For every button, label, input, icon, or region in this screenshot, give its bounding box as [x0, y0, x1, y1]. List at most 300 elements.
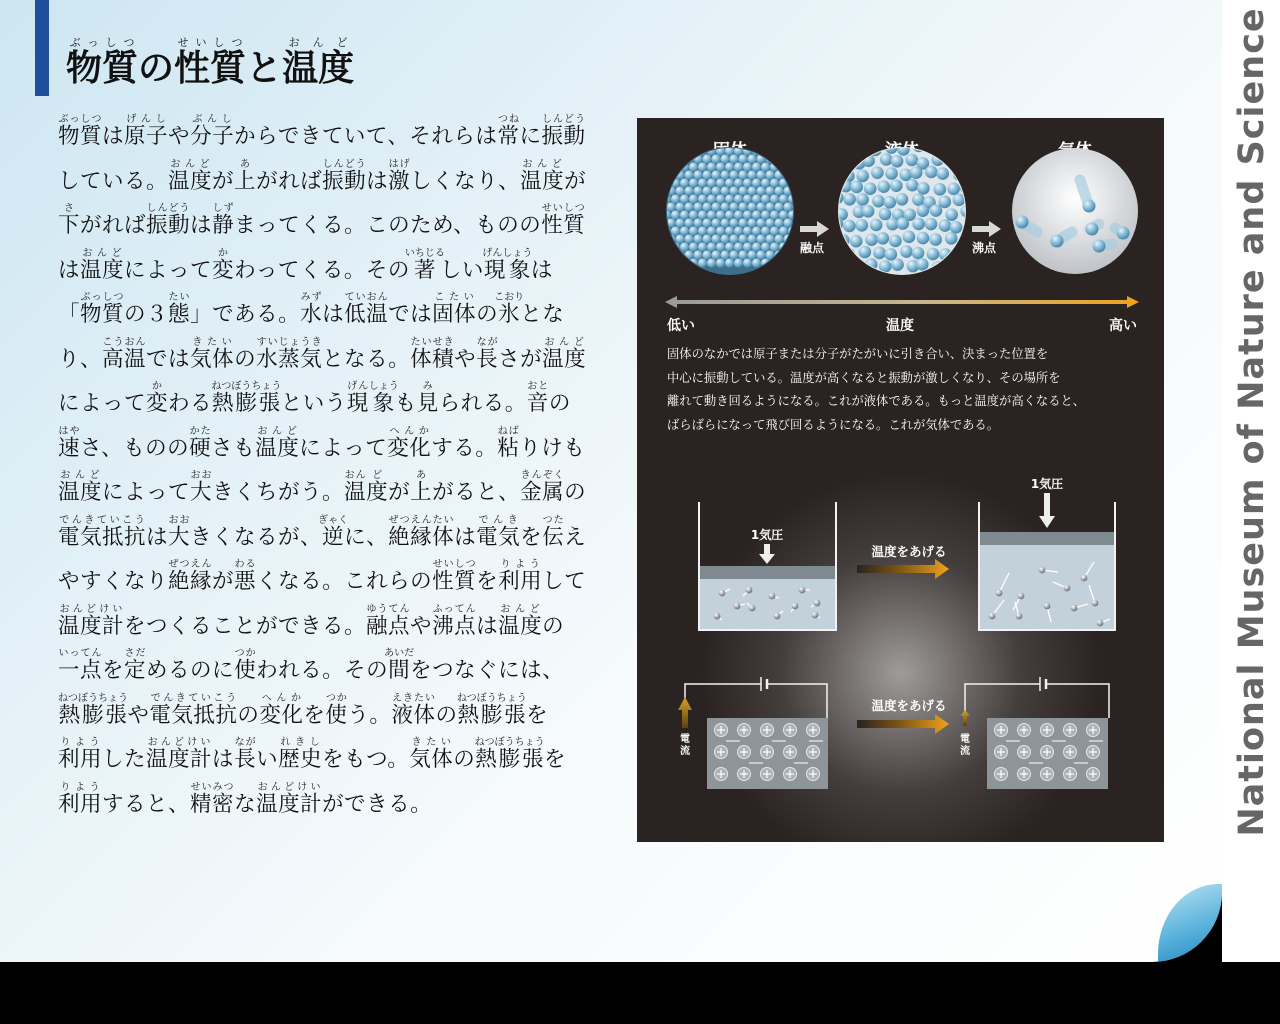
solid-molecule	[720, 154, 729, 163]
solid-molecule	[797, 258, 806, 267]
body-text-run: を	[526, 702, 549, 728]
body-text-run: や	[168, 124, 191, 149]
body-ruby-word: 振動しんどう	[146, 203, 191, 238]
solid-molecule	[774, 138, 783, 147]
solid-molecule	[720, 202, 729, 211]
current-label-right-1: 電	[960, 734, 970, 745]
solid-molecule	[752, 242, 761, 251]
body-text-run: を	[303, 702, 326, 728]
solid-molecule	[765, 250, 774, 259]
liquid-molecule	[960, 257, 973, 270]
solid-molecule	[671, 162, 680, 171]
solid-molecule	[716, 258, 725, 267]
liquid-molecule	[872, 195, 885, 208]
solid-molecule	[779, 210, 788, 219]
liquid-molecule	[910, 166, 923, 179]
solid-molecule	[788, 162, 797, 171]
body-ruby-word: 定さだ	[124, 648, 147, 683]
liquid-molecule	[899, 168, 912, 181]
solid-molecule	[788, 242, 797, 251]
solid-molecule	[734, 226, 743, 235]
solid-molecule	[675, 154, 684, 163]
liquid-molecule	[864, 182, 877, 195]
body-text-run: する。	[431, 435, 498, 461]
solid-molecule	[788, 178, 797, 187]
solid-molecule	[747, 234, 756, 243]
liquid-molecule	[927, 248, 940, 261]
body-ruby-word: 物質ぶっしつ	[80, 292, 125, 327]
body-ruby-word: 伝つた	[542, 514, 565, 550]
solid-molecule	[756, 234, 765, 243]
solid-molecule	[702, 170, 711, 179]
solid-molecule	[725, 226, 734, 235]
solid-molecule	[792, 186, 801, 195]
liquid-molecule	[865, 233, 878, 246]
solid-molecule	[707, 258, 716, 267]
body-text-run: や	[127, 702, 150, 728]
body-text-run: も	[394, 391, 417, 416]
body-ruby-word: 沸点ふってん	[432, 603, 477, 639]
solid-molecule	[716, 194, 725, 203]
solid-molecule	[671, 210, 680, 219]
cold-particle	[746, 587, 753, 594]
title-ruby-word: 温度おんど	[282, 36, 355, 89]
liquid-molecule	[925, 166, 938, 179]
body-text-run: をつくることができる。	[124, 613, 367, 639]
scale-temperature-label: 温度	[886, 318, 914, 334]
body-text-run: すると、	[102, 791, 191, 817]
body-text-run: の３	[124, 302, 169, 327]
boiling-arrow	[972, 221, 1001, 237]
liquid-molecule	[957, 156, 970, 169]
body-ruby-word: 変か	[146, 381, 169, 416]
solid-molecule	[770, 162, 779, 171]
solid-molecule	[765, 170, 774, 179]
body-ruby-word: 利用りよう	[498, 559, 543, 594]
solid-molecule	[698, 210, 707, 219]
cold-particle	[749, 605, 756, 612]
liquid-molecule	[916, 258, 929, 271]
body-text-run: では	[146, 346, 191, 372]
liquid-molecule	[906, 179, 919, 192]
body-text-run: は	[190, 213, 213, 238]
body-text-run: や	[454, 346, 477, 372]
liquid-molecule	[897, 217, 910, 230]
body-ruby-word: 電気でんき	[476, 514, 521, 550]
solid-molecule	[752, 178, 761, 187]
page-title	[66, 36, 354, 87]
solid-molecule	[711, 250, 720, 259]
liquid-molecule	[857, 142, 870, 155]
solid-molecule	[671, 226, 680, 235]
solid-molecule	[797, 146, 806, 155]
solid-molecule	[738, 186, 747, 195]
hot-particle	[996, 590, 1003, 597]
body-text-run: は「	[58, 257, 553, 327]
hot-particle	[989, 613, 996, 620]
liquid-molecule	[831, 142, 844, 155]
solid-molecule	[738, 218, 747, 227]
page-curl	[1158, 884, 1222, 962]
solid-molecule	[783, 138, 792, 147]
liquid-molecule	[912, 247, 925, 260]
solid-molecule	[657, 234, 666, 243]
body-text-run: を	[520, 524, 543, 550]
body-text-run: られる。	[438, 391, 527, 416]
museum-name: National Museum of Nature and Science	[1232, 7, 1272, 837]
title-ruby-word: 性質せいしつ	[174, 36, 247, 89]
solid-molecule	[797, 194, 806, 203]
body-ruby-word: 温おん	[344, 470, 367, 505]
body-ruby-word: 下さ	[58, 203, 81, 238]
body-text-run: がると、	[432, 480, 521, 505]
solid-molecule	[702, 218, 711, 227]
body-ruby-word: 電気抵抗でんきていこう	[58, 514, 147, 550]
solid-molecule	[702, 186, 711, 195]
body-ruby-word: 温度計おんどけい	[58, 603, 125, 639]
solid-molecule	[666, 170, 675, 179]
solid-molecule	[770, 242, 779, 251]
body-ruby-word: 低温ていおん	[344, 292, 389, 327]
liquid-molecule	[843, 193, 856, 206]
solid-molecule	[729, 234, 738, 243]
body-text-run: が	[212, 168, 235, 194]
solid-molecule	[765, 186, 774, 195]
cold-particle	[719, 590, 726, 597]
solid-molecule	[657, 218, 666, 227]
solid-molecule	[783, 202, 792, 211]
solid-molecule	[671, 178, 680, 187]
solid-molecule	[707, 226, 716, 235]
liquid-molecule	[831, 245, 844, 258]
body-ruby-word: 温度おんど	[520, 158, 565, 194]
body-ruby-word: 性質せいしつ	[432, 559, 477, 594]
melting-arrow	[800, 221, 829, 237]
body-text-run: くなる。これらの	[256, 569, 433, 594]
liquid-molecule	[850, 181, 863, 194]
body-ruby-word: 電気抵抗でんきていこう	[149, 692, 238, 728]
solid-molecule	[684, 250, 693, 259]
liquid-molecule	[889, 235, 902, 248]
solid-molecule	[680, 146, 689, 155]
solid-molecule	[675, 250, 684, 259]
body-ruby-word: 大おお	[168, 514, 191, 550]
body-text-run: は	[476, 613, 499, 639]
body-text-run: によって	[58, 391, 147, 416]
solid-molecule	[770, 210, 779, 219]
solid-molecule	[761, 226, 770, 235]
solid-molecule	[783, 250, 792, 259]
body-ruby-word: 間あいだ	[384, 648, 415, 683]
body-text-run: わる	[168, 391, 213, 416]
solid-molecule	[743, 242, 752, 251]
title-text-run: の	[138, 48, 175, 89]
body-ruby-word: 静しず	[212, 203, 235, 238]
body-ruby-word: 利用りよう	[58, 737, 103, 772]
liquid-molecule	[873, 247, 886, 260]
body-ruby-word: 振動しんどう	[541, 114, 586, 149]
body-text-run: しい	[439, 257, 484, 283]
solid-molecule	[711, 170, 720, 179]
body-text-run: の	[564, 480, 587, 505]
solid-molecule	[743, 258, 752, 267]
solid-molecule	[662, 194, 671, 203]
body-ruby-word: 逆ぎゃく	[318, 514, 349, 550]
body-text-run: しくなり、	[410, 168, 521, 194]
solid-molecule	[725, 242, 734, 251]
body-text-run: の	[237, 702, 260, 728]
solid-molecule	[779, 146, 788, 155]
body-ruby-word: 長なが	[234, 737, 257, 772]
solid-molecule	[770, 226, 779, 235]
body-text-run: して	[542, 569, 587, 594]
body-text-run: となり、	[58, 302, 565, 372]
solid-molecule	[716, 226, 725, 235]
solid-molecule	[734, 242, 743, 251]
body-ruby-word: 分子ぶんし	[190, 114, 235, 149]
liquid-molecule	[939, 248, 952, 261]
solid-molecule	[702, 234, 711, 243]
solid-molecule	[788, 258, 797, 267]
body-text-run: を	[543, 747, 566, 772]
solid-molecule	[689, 226, 698, 235]
solid-molecule	[716, 242, 725, 251]
body-text-run: は	[146, 524, 169, 550]
body-text-run: さも	[211, 435, 256, 461]
solid-molecule	[680, 178, 689, 187]
body-ruby-word: 象しょう	[368, 381, 399, 416]
solid-molecule	[734, 194, 743, 203]
caption-line-3: 離れて動き回るようになる。これが液体である。もっと温度が高くなると、	[667, 394, 1086, 408]
solid-molecule	[779, 194, 788, 203]
solid-molecule	[774, 186, 783, 195]
liquid-molecule	[896, 193, 909, 206]
solid-molecule	[662, 146, 671, 155]
solid-molecule	[662, 258, 671, 267]
solid-molecule	[698, 194, 707, 203]
solid-molecule	[747, 170, 756, 179]
solid-molecule	[666, 154, 675, 163]
body-ruby-word: 体積たいせき	[410, 336, 455, 372]
liquid-molecule	[930, 204, 943, 217]
solid-molecule	[689, 194, 698, 203]
liquid-molecule	[831, 191, 844, 204]
liquid-molecule	[953, 168, 966, 181]
solid-molecule	[725, 194, 734, 203]
body-ruby-word: 使つか	[325, 692, 348, 728]
solid-molecule	[662, 178, 671, 187]
solid-molecule	[684, 170, 693, 179]
solid-molecule	[779, 258, 788, 267]
pressure-label-left: 1気圧	[750, 528, 784, 542]
solid-molecule	[689, 242, 698, 251]
solid-molecule	[752, 194, 761, 203]
body-ruby-word: 熱膨張ねつぼうちょう	[211, 381, 282, 416]
solid-molecule	[693, 250, 702, 259]
body-text-run: りけも	[519, 435, 586, 461]
liquid-molecule	[903, 231, 916, 244]
title-ruby-word: 物質ぶっしつ	[66, 36, 139, 89]
solid-molecule	[743, 162, 752, 171]
solid-molecule	[756, 138, 765, 147]
body-ruby-word: 温度計おんどけい	[256, 781, 323, 817]
liquid-molecule	[925, 140, 938, 153]
solid-molecule	[761, 146, 770, 155]
body-ruby-word: 大おお	[190, 470, 213, 505]
liquid-molecule	[869, 144, 882, 157]
liquid-molecule	[877, 232, 890, 245]
liquid-molecule	[870, 219, 883, 232]
liquid-molecule	[960, 205, 973, 218]
solid-molecule	[720, 250, 729, 259]
body-text-run: の	[476, 302, 499, 327]
solid-molecule	[707, 194, 716, 203]
solid-molecule	[675, 138, 684, 147]
solid-molecule	[797, 210, 806, 219]
solid-molecule	[702, 202, 711, 211]
solid-molecule	[671, 146, 680, 155]
solid-molecule	[684, 234, 693, 243]
liquid-molecule	[912, 193, 925, 206]
body-ruby-word: 現げん	[346, 381, 369, 416]
solid-molecule	[684, 186, 693, 195]
solid-molecule	[720, 234, 729, 243]
solid-molecule	[747, 154, 756, 163]
liquid-molecule	[859, 246, 872, 259]
solid-molecule	[725, 178, 734, 187]
solid-molecule	[693, 138, 702, 147]
solid-molecule	[698, 242, 707, 251]
solid-molecule	[792, 154, 801, 163]
solid-molecule	[738, 234, 747, 243]
states-of-matter-figure	[637, 118, 1164, 842]
liquid-molecule	[884, 196, 897, 209]
body-ruby-word: 一点いってん	[58, 648, 103, 683]
solid-molecule	[671, 258, 680, 267]
solid-molecule	[702, 154, 711, 163]
liquid-molecule	[917, 232, 930, 245]
solid-molecule	[743, 178, 752, 187]
solid-molecule	[716, 210, 725, 219]
body-ruby-word: 長なが	[476, 336, 499, 372]
body-text-run: い	[256, 747, 279, 772]
liquid-molecule	[925, 218, 938, 231]
liquid-molecule	[906, 154, 919, 167]
liquid-molecule	[900, 245, 913, 258]
solid-molecule	[729, 218, 738, 227]
title-text-run: と	[246, 48, 283, 89]
solid-molecule	[662, 162, 671, 171]
solid-molecule	[689, 146, 698, 155]
temperature-scale-arrow	[665, 296, 1139, 308]
liquid-molecule	[884, 248, 897, 261]
raise-temp-label-bottom: 温度をあげる	[871, 698, 947, 713]
solid-molecule	[666, 250, 675, 259]
liquid-molecule	[862, 205, 875, 218]
current-label-left-2: 流	[680, 746, 690, 757]
solid-molecule	[684, 202, 693, 211]
body-text-run: がれば	[80, 213, 147, 238]
body-text-run: う。	[347, 702, 392, 728]
body-ruby-word: 上あ	[410, 470, 433, 505]
solid-molecule	[689, 178, 698, 187]
solid-molecule	[779, 226, 788, 235]
hot-particle	[1016, 613, 1023, 620]
solid-molecule	[752, 226, 761, 235]
hot-particle	[1018, 593, 1025, 600]
solid-molecule	[756, 170, 765, 179]
liquid-molecule	[936, 167, 949, 180]
scale-high-label: 高い	[1109, 318, 1137, 334]
body-text-run: は	[58, 257, 81, 283]
liquid-molecule	[862, 154, 875, 167]
body-ruby-word: 使つか	[234, 648, 257, 683]
body-ruby-word: 熱膨張ねつぼうちょう	[456, 692, 527, 728]
liquid-molecule	[960, 181, 973, 194]
body-text-run: という	[280, 391, 347, 416]
liquid-molecule	[953, 247, 966, 260]
solid-molecule	[657, 186, 666, 195]
solid-molecule	[797, 178, 806, 187]
liquid-molecule	[890, 179, 903, 192]
body-text-run: は	[322, 302, 345, 327]
liquid-molecule	[947, 183, 960, 196]
body-text-run: がれば	[256, 168, 323, 194]
body-text-run: をもつ。	[322, 747, 410, 772]
current-label-right-2: 流	[960, 746, 970, 757]
body-text-run: が	[212, 569, 235, 594]
solid-molecule	[747, 202, 756, 211]
solid-molecule	[702, 138, 711, 147]
solid-molecule	[761, 194, 770, 203]
solid-molecule	[711, 218, 720, 227]
body-text-run: に	[519, 124, 542, 149]
solid-molecule	[720, 186, 729, 195]
body-ruby-word: 温度計おんどけい	[146, 737, 213, 772]
solid-molecule	[675, 234, 684, 243]
solid-molecule	[738, 170, 747, 179]
cold-particle	[774, 613, 781, 620]
cold-particle	[812, 612, 819, 619]
body-text-run: わってくる。その	[234, 257, 410, 283]
body-text-run: している。	[58, 168, 169, 194]
solid-molecule	[707, 242, 716, 251]
solid-molecule	[729, 202, 738, 211]
body-text-run: の	[453, 747, 476, 772]
body-ruby-word: 変か	[212, 247, 235, 283]
title-accent-bar	[35, 0, 49, 96]
solid-molecule	[657, 138, 666, 147]
solid-molecule	[711, 202, 720, 211]
solid-molecule	[657, 202, 666, 211]
solid-molecule	[729, 250, 738, 259]
solid-molecule	[707, 162, 716, 171]
body-text-run: によって	[124, 257, 213, 283]
solid-molecule	[684, 138, 693, 147]
solid-molecule	[734, 162, 743, 171]
liquid-molecule	[843, 220, 856, 233]
body-ruby-word: 気体きたい	[190, 336, 235, 372]
cold-particle	[714, 613, 721, 620]
solid-molecule	[707, 210, 716, 219]
body-ruby-word: 上あ	[234, 158, 257, 194]
body-ruby-word: 温度おんど	[542, 336, 587, 372]
body-ruby-word: 態たい	[168, 292, 191, 327]
cold-particle	[799, 587, 806, 594]
liquid-molecule	[891, 155, 904, 168]
liquid-molecule	[835, 208, 848, 221]
body-text-run: に、	[344, 524, 389, 550]
